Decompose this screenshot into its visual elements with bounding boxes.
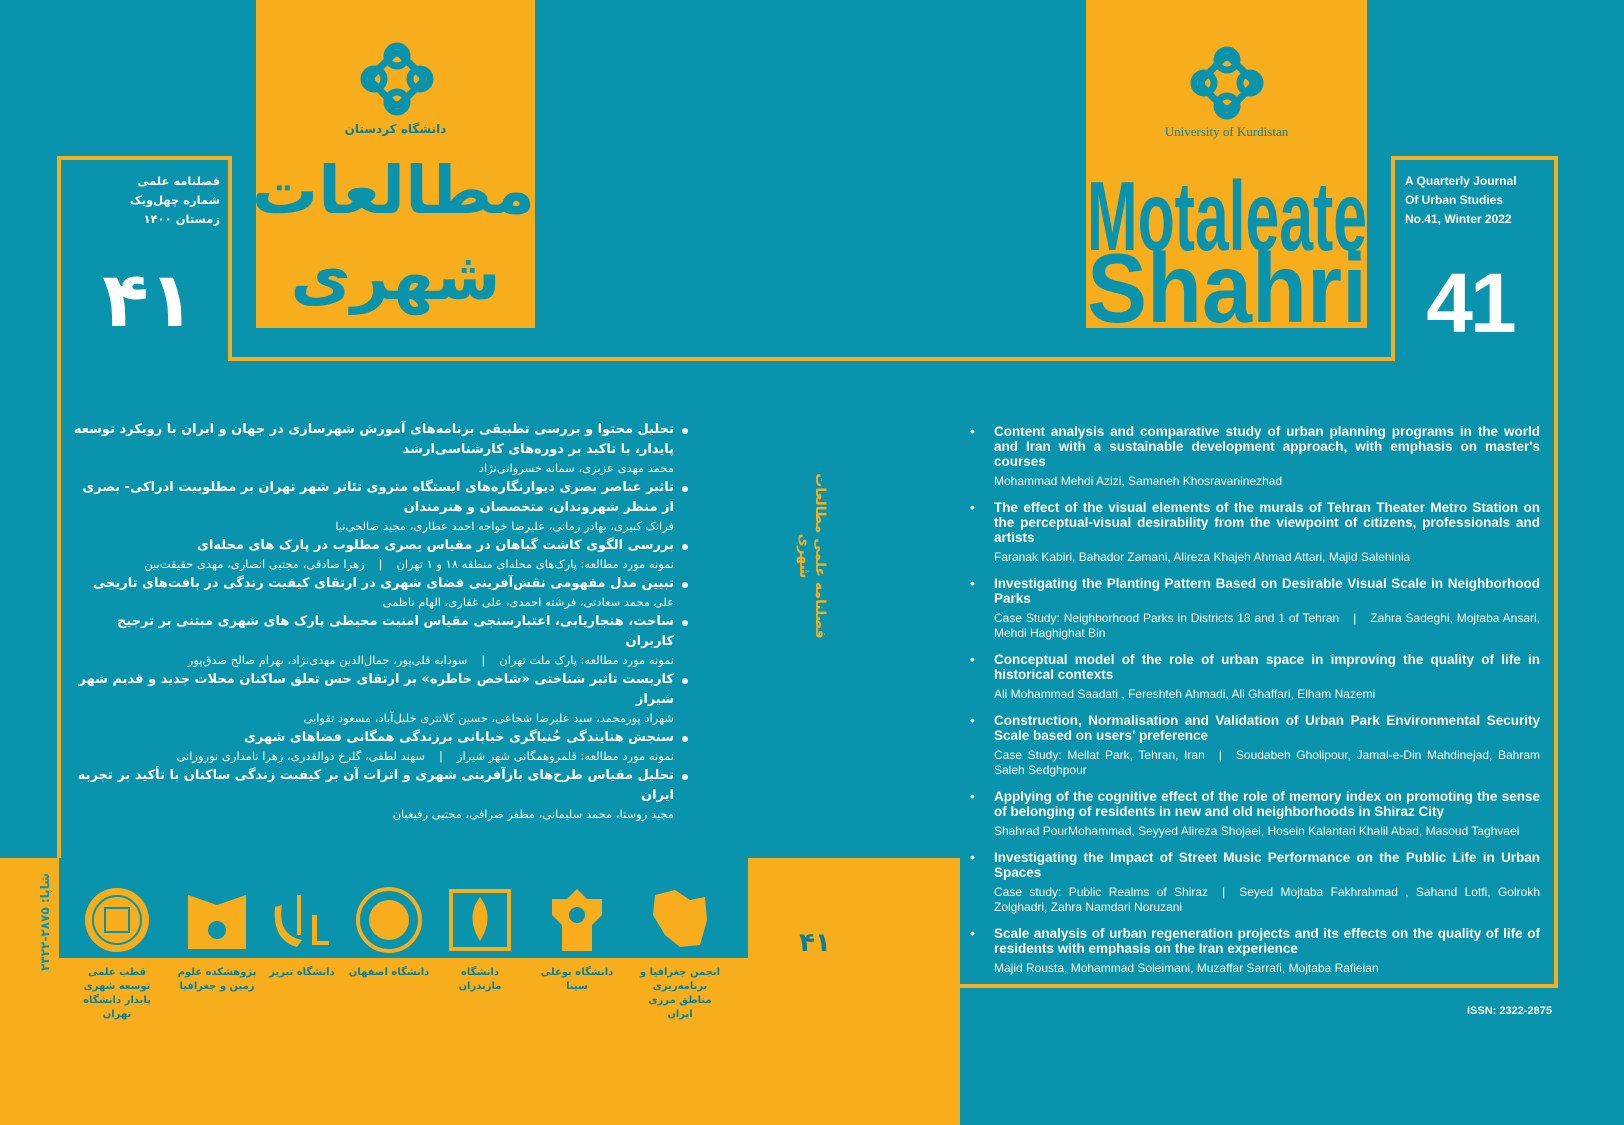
fa-article-authors: محمد مهدی عزیزی، سمانه خسروانی‌نژاد [478,461,674,475]
fa-issue-number: ۴۱ [102,255,195,344]
fa-article-authors: علی محمد سعادتی، فرشته احمدی، علی غفاری، الهام ناظمی [382,595,674,609]
fa-article-authors: زهرا صادقی، مجتبی انصاری، مهدی حقیقت‌بین [144,557,365,571]
tehran-circle-emblem-icon [82,885,152,955]
bullet-icon: • [970,925,975,941]
fa-article-authors: شهراد پورمحمد، سید علیرضا شجاعی، حسین کلانتری خلیل‌آباد، مسعود تقوایی [303,711,674,725]
fa-article-item [72,536,690,573]
en-article-authors: Ali Mohammad Saadati , Fereshteh Ahmadi, Ali Ghaffari, Elham Nazemi [994,687,1376,701]
university-of-kurdistan-logo-icon [360,42,434,116]
fa-article-meta [72,460,690,477]
en-article-meta [994,550,1540,565]
en-article-item [970,850,1540,915]
fa-article-authors: مجید روستا، محمد سلیمانی، مظفر صرافی، مجتبی رفیعیان [392,807,674,821]
logo-label: انجمن جغرافیا و برنامه‌ریزی مناطق مرزی ایران [639,967,721,1020]
fa-article-title: تحلیل مقیاس طرح‌های بازآفرینی شهری و اثرات آن بر کیفیت زندگی ساکنان با تأکید بر تجربه ایران [72,766,690,806]
en-article-title: Scale analysis of urban regeneration projects and its effects on the quality of life of residents with emphasis on the Iran experience [994,926,1540,956]
fa-case-study: نمونه مورد مطالعه: قلمروهمگانی شهر شیراز [456,749,674,763]
en-issue-number: 41 [1426,256,1514,350]
logo-label: پژوهشکده علوم زمین و جغرافیا [177,967,257,992]
frame-line [1391,156,1558,160]
en-case-study: Case study: Public Realms of Shiraz [994,885,1209,899]
mazandaran-emblem-icon [445,885,515,955]
en-article-title: Investigating the Impact of Street Music Performance on the Public Life in Urban Spaces [994,850,1540,880]
frame-line [1391,156,1395,361]
en-article-meta [994,611,1540,641]
fa-article-title: سنجش هنایندگی خُنیاگری خیابانی برزندگی همگانی فضاهای شهری [72,728,690,748]
fa-case-study: نمونه مورد مطالعه: پارک ملت تهران [499,653,674,667]
fa-article-authors: فرانک کبیری، بهادر زمانی، علیرضا خواجه احمد عطاری، مجید صالحی‌نیا [335,519,674,533]
fa-info-line: شماره چهل‌ویک [129,193,220,207]
en-case-study: Case Study: Mellat Park, Tehran, Iran [994,748,1205,762]
case-separator: | [1222,885,1226,899]
en-case-study: Case Study: Neighborhood Parks in Districts 18 and 1 of Tehran [994,611,1340,625]
bu-ali-sina-emblem-icon [542,885,612,955]
book-emblem-icon [182,885,252,955]
en-article-title: Construction, Normalisation and Validation of Urban Park Environmental Security Scale based on users' preference [994,713,1540,743]
en-journal-info [1405,172,1517,229]
fa-article-meta [72,748,690,765]
frame-line [228,357,1395,361]
fa-journal-info [110,172,220,229]
fa-article-item [72,766,690,823]
en-info-line: A Quarterly Journal [1405,174,1517,188]
en-article-item [970,713,1540,778]
fa-article-authors: سهند لطفی، گلرخ ذوالقدری، زهرا نامداری نوروزانی [176,749,426,763]
en-article-title: Content analysis and comparative study of urban planning programs in the world and Iran with a sustainable development approach, with emphasis on master's courses [994,424,1540,469]
en-article-authors: Shahrad PourMohammad, Seyyed Alireza Shojaei, Hosein Kalantari Khalil Abad, Masoud Taghvaei [994,824,1520,838]
fa-article-title: بررسی الگوی کاشت گیاهان در مقیاس بصری مطلوب در پارک های محله‌ای [72,536,690,556]
fa-title-line1: مطالعات [251,152,535,229]
fa-article-meta [72,594,690,611]
fa-article-meta [72,652,690,669]
fa-article-item [72,478,690,535]
en-article-authors: Seyed Mojtaba Fakhrahmad , Sahand Lotfi, Golrokh Zolghadri, Zahra Namdari Noruzani [994,885,1540,914]
spine-title: فصلنامه علمی مطالعات شهری [796,473,828,639]
bullet-icon: • [970,499,975,515]
fa-info-line: فصلنامه علمی [137,174,220,188]
fa-article-meta [72,710,690,727]
en-article-authors: Zahra Sadeghi, Mojtaba Ansari, Mehdi Haghighat Bin [994,611,1540,640]
fa-article-item [72,574,690,611]
en-article-meta [994,748,1540,778]
fa-article-meta [72,518,690,535]
en-article-meta [994,824,1540,839]
bullet-icon: • [970,651,975,667]
en-article-title: Applying of the cognitive effect of the role of memory index on promoting the sense of belonging of residents in new and old neighborhoods in Shiraz City [994,789,1540,819]
en-article-item [970,500,1540,565]
en-article-authors: Soudabeh Gholipour, Jamal-e-Din Mahdinejad, Bahram Saleh Sedghpour [994,748,1540,777]
fa-article-title: تحلیل محتوا و بررسی تطبیقی برنامه‌های آموزش شهرسازی در جهان و ایران با رویکرد توسعه پایدار، با تاکید بر دوره‌های کارشناسی‌ارشد [72,420,690,460]
issn-fa: شاپا: ۲۸۷۵-۲۳۲۲ [38,873,52,971]
en-article-item [970,926,1540,976]
logo-label: دانشگاه بوعلی سینا [540,967,614,992]
frame-line [228,156,232,361]
en-article-title: The effect of the visual elements of the murals of Tehran Theater Metro Station on the perceptual-visual desirability from the viewpoint of citizens, professionals and artists [994,500,1540,545]
fa-article-meta [72,806,690,823]
bullet-icon: • [970,712,975,728]
fa-article-item [72,612,690,669]
en-article-authors: Faranak Kabiri, Bahador Zamani, Alireza Khajeh Ahmad Attari, Majid Salehinia [994,550,1411,564]
en-article-title: Conceptual model of the role of urban space in improving the quality of life in historical contexts [994,652,1540,682]
isfahan-emblem-icon [354,885,424,955]
en-info-line: No.41, Winter 2022 [1405,212,1512,226]
fa-article-title: کاربست تاثیر شناختی «شاخص خاطره» بر ارتقای حس تعلق ساکنان محلات جدید و قدیم شهر شیراز [72,670,690,710]
university-of-kurdistan-logo-icon [1190,46,1264,120]
case-separator: | [1353,611,1357,625]
fa-article-meta [72,556,690,573]
en-article-item [970,424,1540,489]
en-info-line: Of Urban Studies [1405,193,1504,207]
bullet-icon: • [970,575,975,591]
spine-issue-number: ۴۱ [799,928,831,958]
en-article-meta [994,474,1540,489]
logo-label: قطب علمی توسعه شهری پایدار دانشگاه تهران [83,967,151,1020]
case-separator: | [378,557,383,571]
en-article-meta [994,885,1540,915]
fa-article-title: تبیین مدل مفهومی نقش‌آفرینی فضای شهری در ارتقای کیفیت زندگی در بافت‌های تاریخی [72,574,690,594]
fa-info-line: زمستان ۱۴۰۰ [143,212,220,226]
en-article-title: Investigating the Planting Pattern Based on Desirable Visual Scale in Neighborhood Parks [994,576,1540,606]
case-separator: | [481,653,486,667]
frame-line [57,156,61,858]
case-separator: | [1218,748,1222,762]
logo-label: دانشگاه تبریز [269,967,335,978]
fa-article-item [72,728,690,765]
en-journal-title [1086,160,1370,335]
en-article-item [970,576,1540,641]
frame-line [1554,156,1558,988]
bullet-icon: • [970,788,975,804]
bullet-icon: • [970,423,975,439]
fa-article-authors: سودابه قلی‌پور، جمال‌الدین مهدی‌نژاد، بهرام صالح صدق‌پور [187,653,468,667]
en-article-meta [994,687,1540,702]
tabriz-emblem-icon [267,885,337,955]
en-article-meta [994,961,1540,976]
iran-map-icon [645,885,715,955]
fa-journal-title [251,148,535,328]
fa-title-line2: شهری [290,238,501,315]
fa-case-study: نمونه مورد مطالعه: پارک‌های محله‌ای منطقه ۱۸ و ۱ تهران [396,557,674,571]
fa-article-list [72,420,690,824]
en-article-list [970,424,1540,987]
en-title-line2: Shahri [1087,233,1367,335]
en-title-line1: Motaleate [1087,161,1367,271]
bullet-icon: • [970,849,975,865]
fa-article-title: ساخت، هنجاریابی، اعتبارسنجی مقیاس امنیت محیطی پارک های شهری مبتنی بر ترجیح کاربران [72,612,690,652]
fa-article-title: تاثیر عناصر بصری دیوارنگاره‌های ایستگاه متروی تئاتر شهر تهران بر مطلوبیت ادراکی- بصری از منظر شهروندان، متخصصان و هنرمندان [72,478,690,518]
logo-label: دانشگاه اصفهان [348,967,430,978]
en-article-item [970,652,1540,702]
frame-line [57,156,232,160]
en-article-item [970,789,1540,839]
en-article-authors: Mohammad Mehdi Azizi, Samaneh Khosravaninezhad [994,474,1283,488]
en-university-name: University of Kurdistan [1164,124,1289,139]
case-separator: | [439,749,443,763]
fa-article-item [72,670,690,727]
fa-university-name: دانشگاه کردستان [344,122,447,136]
fa-article-item [72,420,690,477]
issn-en: ISSN: 2322-2875 [1467,1005,1552,1017]
logo-label: دانشگاه مازندران [458,967,502,992]
en-article-authors: Majid Rousta, Mohammad Soleimani, Muzaffar Sarrafi, Mojtaba Rafieian [994,961,1379,975]
